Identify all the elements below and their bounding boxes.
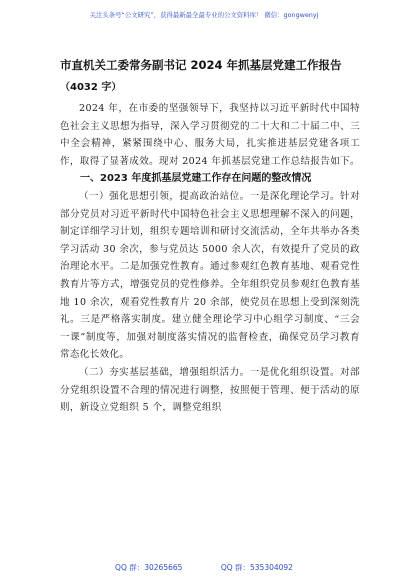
header-banner: 关注头条号“公文研究”，获得最新最全最专业的公文资料库！ 微信：gongwenyj bbox=[89, 11, 319, 19]
word-count: （4032 字） bbox=[60, 82, 122, 93]
intro-paragraph: 2024 年，在市委的坚强领导下，我坚持以习近平新时代中国特色社会主义思想为指导，深入学习贯彻党的二十大和二十届二中、三中全会精神，紧紧围绕中心、服务大局，扎实推进基层党建各项工作，取得了显著成效。现对 2024 年抓基层党建工作总结报告如下。 bbox=[60, 103, 360, 167]
section-heading: 一、2023 年度抓基层党建工作存在问题的整改情况 bbox=[80, 173, 312, 185]
qq-group-2: QQ 群：535304092 bbox=[220, 563, 293, 572]
document-title: 市直机关工委常务副书记 2024 年抓基层党建工作报告 bbox=[60, 58, 342, 72]
footer bbox=[0, 562, 408, 573]
paragraph-1: （一）强化思想引领，提高政治站位。一是深化理论学习。针对部分党员对习近平新时代中国特色社会主义思想理解不深入的问题，制定详细学习计划，组织专题培训和研讨交流活动，全年共举办各类学习活动 30 余次，参与党员达 5000 余人次，有效提升了党员的政治理论水平。二是加强党性教育。通过参观红色教育基地、观看党性教育片等方式，增强党员的党性修养。全年组织党员参观红色教育基地 10 余次，观看党性教育片 20 余部，使党员在思想上受到深刻洗礼。三是严格落实制度。建立健全理论学习中心组学习制度、“三会一课”制度等，加强对制度落实情况的监督检查，确保党员学习教育常态化长效化。 bbox=[60, 190, 360, 361]
paragraph-2: （二）夯实基层基础，增强组织活力。一是优化组织设置。对部分党组织设置不合理的情况进行调整，按照便于管理、便于活动的原则，新设立党组织 5 个，调整党组织 bbox=[60, 366, 360, 414]
qq-group-1: QQ 群：30265665 bbox=[115, 563, 183, 572]
document-body bbox=[60, 100, 360, 417]
